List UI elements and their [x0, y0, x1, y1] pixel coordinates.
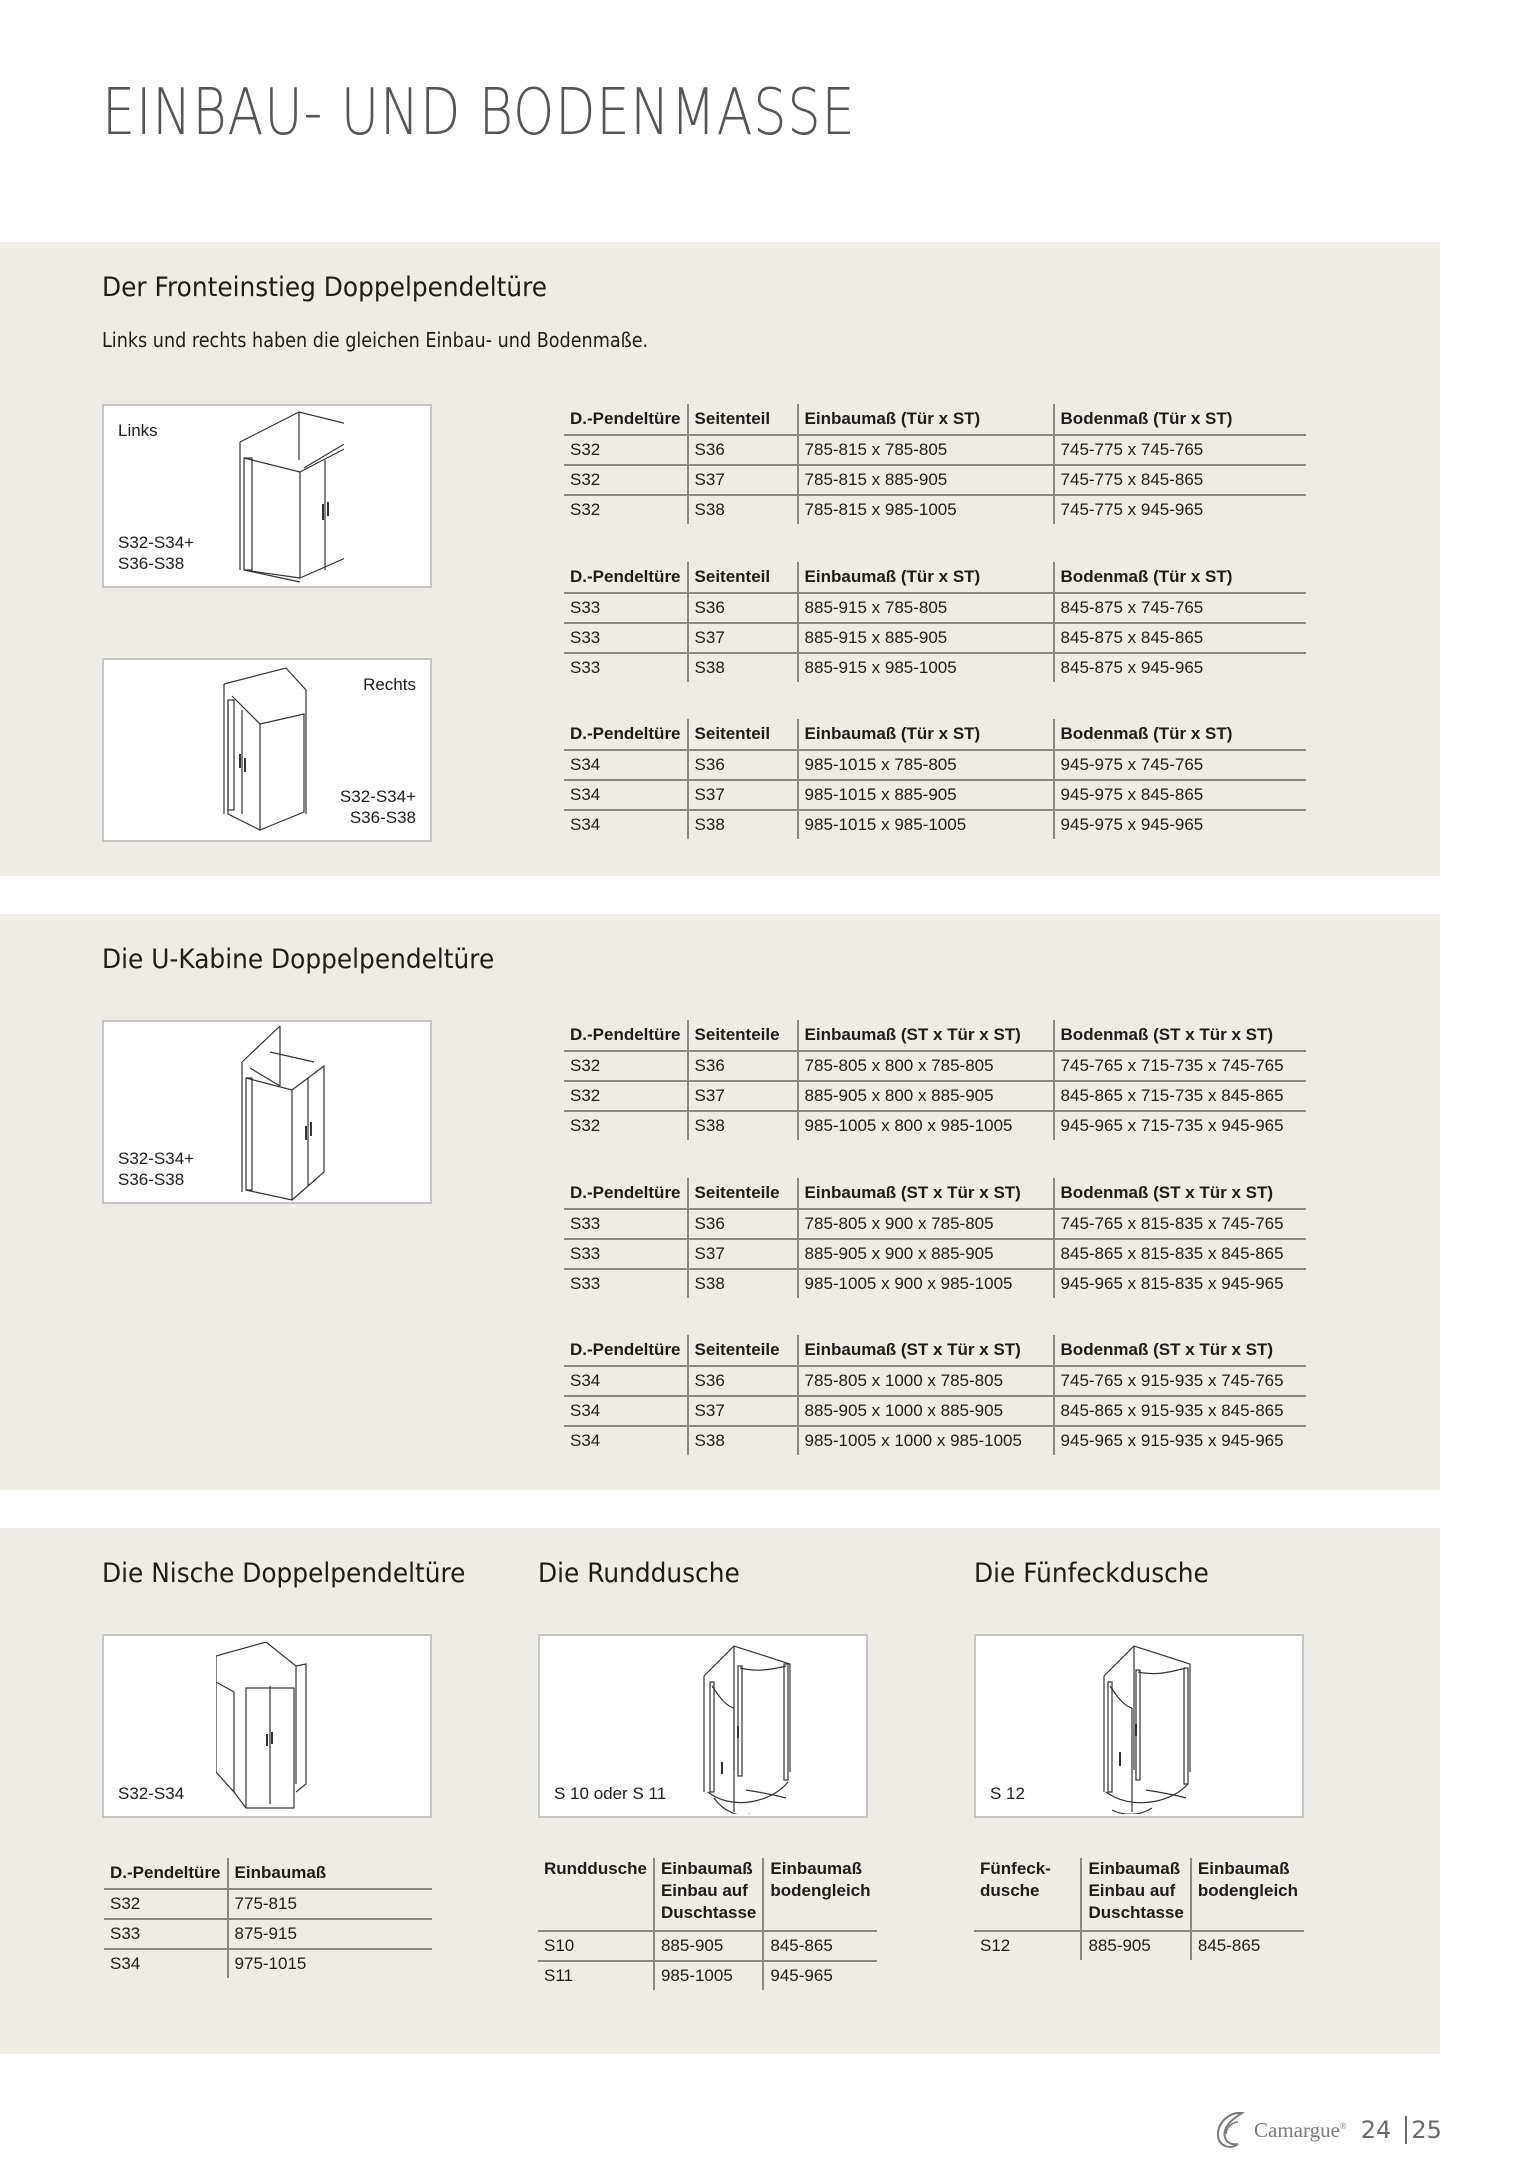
table-row: [564, 495, 1306, 524]
table-cell: S38: [688, 1111, 798, 1140]
table-cell: S32: [570, 500, 601, 519]
table-cell: 845-865 x 915-935 x 845-865: [1054, 1396, 1306, 1426]
column-header: Fünfeck-dusche: [974, 1858, 1081, 1931]
table-header-row: [974, 1858, 1304, 1931]
table-cell: 885-915 x 985-1005: [798, 653, 1054, 682]
table-cell: 775-815: [228, 1889, 432, 1919]
shower-corner-right-illustration: [216, 664, 326, 840]
figure-u-kabine: [102, 1020, 432, 1204]
table-cell: 785-805 x 800 x 785-805: [798, 1051, 1054, 1081]
table-header-row: [564, 404, 1306, 435]
column-header: Bodenmaß (ST x Tür x ST): [1054, 1178, 1306, 1209]
table-cell: S34: [564, 1396, 688, 1426]
figure-side-label: Rechts: [363, 675, 416, 694]
registered-mark: ®: [1339, 2120, 1347, 2131]
table-cell: 785-805 x 1000 x 785-805: [798, 1366, 1054, 1396]
table-cell: 945-975 x 845-865: [1054, 780, 1306, 810]
page-title: EINBAU- UND BODENMASSE: [102, 76, 856, 150]
table-cell: S33: [570, 1274, 601, 1293]
table-row: [564, 593, 1306, 623]
table-cell: 845-865 x 815-835 x 845-865: [1054, 1239, 1306, 1269]
table-cell: S33: [564, 1239, 688, 1269]
column-header: Einbaumaß (Tür x ST): [798, 719, 1054, 750]
table-header-row: [564, 1020, 1306, 1051]
table-header-row: [564, 1335, 1306, 1366]
table-cell: S37: [688, 1396, 798, 1426]
column-header: Einbaumaß bodengleich: [763, 1858, 876, 1931]
figure-rechts: [102, 658, 432, 842]
table-cell: S34: [564, 780, 688, 810]
section-subtitle: Links und rechts haben die gleichen Einbau- und Bodenmaße.: [102, 328, 649, 352]
table-cell: 985-1005 x 800 x 985-1005: [798, 1111, 1054, 1140]
table-cell: 985-1005 x 900 x 985-1005: [798, 1269, 1054, 1298]
column-header: Seitenteil: [688, 404, 798, 435]
table-header-row: [564, 1178, 1306, 1209]
table-cell: 745-775 x 845-865: [1054, 465, 1306, 495]
page-number-right: 25: [1411, 2116, 1442, 2144]
table-row: [564, 1269, 1306, 1298]
table-row: [104, 1919, 432, 1949]
table-cell: S34: [564, 750, 688, 780]
table-cell: S37: [688, 1081, 798, 1111]
table-cell: 985-1015 x 885-905: [798, 780, 1054, 810]
shower-niche-illustration: [216, 1642, 316, 1812]
column-header: D.-Pendeltüre: [564, 1335, 688, 1366]
table-cell: S38: [688, 495, 798, 524]
table-cell: S36: [688, 750, 798, 780]
section-u-kabine: [0, 914, 1440, 1490]
figure-models-label: S 12: [990, 1784, 1025, 1803]
table-cell: 885-905 x 1000 x 885-905: [798, 1396, 1054, 1426]
table-cell: S37: [688, 780, 798, 810]
column-header: Runddusche: [538, 1858, 654, 1931]
nische-table: [104, 1858, 432, 1978]
table-header-row: [104, 1858, 432, 1889]
column-header: Seitenteile: [688, 1178, 798, 1209]
column-header: Bodenmaß (Tür x ST): [1054, 404, 1306, 435]
table-header-row: [538, 1858, 877, 1931]
table-row: [564, 1051, 1306, 1081]
runddusche-table: [538, 1858, 877, 1990]
column-header: Einbaumaß Einbau auf Duschtasse: [1081, 1858, 1190, 1931]
section-title-runddusche: Die Runddusche: [538, 1558, 740, 1589]
shower-round-illustration: [700, 1642, 800, 1814]
table-cell: 885-905 x 900 x 885-905: [798, 1239, 1054, 1269]
table-cell: 745-765 x 815-835 x 745-765: [1054, 1209, 1306, 1239]
column-header: Bodenmaß (ST x Tür x ST): [1054, 1020, 1306, 1051]
shower-pentagon-illustration: [1100, 1642, 1200, 1814]
table-row: [564, 1426, 1306, 1455]
ukabine-table-s33: [564, 1178, 1306, 1298]
table-cell: 945-965 x 815-835 x 945-965: [1054, 1269, 1306, 1298]
table-cell: 945-965 x 715-735 x 945-965: [1054, 1111, 1306, 1140]
table-cell: 885-905: [654, 1931, 763, 1961]
table-row: [564, 1111, 1306, 1140]
column-header: Seitenteile: [688, 1335, 798, 1366]
table-row: [564, 1081, 1306, 1111]
table-cell: S33: [570, 658, 601, 677]
table-cell: 845-875 x 745-765: [1054, 593, 1306, 623]
footer: [1214, 2110, 1442, 2150]
table-row: [564, 653, 1306, 682]
table-header-row: [564, 719, 1306, 750]
column-header: D.-Pendeltüre: [564, 1178, 688, 1209]
table-cell: S33: [104, 1919, 228, 1949]
column-header: D.-Pendeltüre: [564, 404, 688, 435]
column-header: Einbaumaß (Tür x ST): [798, 404, 1054, 435]
table-cell: 845-875 x 845-865: [1054, 623, 1306, 653]
table-row: [564, 810, 1306, 839]
fronteinstieg-table-s34: [564, 719, 1306, 839]
table-row: [564, 780, 1306, 810]
table-cell: 785-805 x 900 x 785-805: [798, 1209, 1054, 1239]
table-cell: S11: [544, 1966, 573, 1985]
page-number-left: 24: [1360, 2116, 1392, 2144]
table-cell: 745-775 x 945-965: [1054, 495, 1306, 524]
table-row: [564, 1209, 1306, 1239]
fuenfeck-table: [974, 1858, 1304, 1960]
table-cell: S38: [688, 810, 798, 839]
section-fronteinstieg: [0, 242, 1440, 876]
table-cell: 845-865: [1191, 1931, 1304, 1960]
table-cell: 985-1005: [654, 1961, 763, 1990]
column-header: Einbaumaß bodengleich: [1191, 1858, 1304, 1931]
table-row: [564, 1239, 1306, 1269]
brand-text: Camargue: [1254, 2117, 1340, 2142]
section-title: Die U-Kabine Doppelpendeltüre: [102, 944, 495, 975]
table-cell: 975-1015: [228, 1949, 432, 1978]
section-bottom: [0, 1528, 1440, 2054]
table-cell: S34: [564, 1366, 688, 1396]
table-cell: 845-875 x 945-965: [1054, 653, 1306, 682]
section-title-nische: Die Nische Doppelpendeltüre: [102, 1558, 466, 1589]
column-header: Einbaumaß (ST x Tür x ST): [798, 1020, 1054, 1051]
column-header: D.-Pendeltüre: [564, 1020, 688, 1051]
page-separator: [1405, 2116, 1407, 2144]
table-row: [564, 1396, 1306, 1426]
table-cell: 985-1015 x 785-805: [798, 750, 1054, 780]
table-cell: S32: [570, 1116, 601, 1135]
column-header: Bodenmaß (ST x Tür x ST): [1054, 1335, 1306, 1366]
table-cell: 745-775 x 745-765: [1054, 435, 1306, 465]
table-cell: S32: [564, 465, 688, 495]
table-cell: 985-1005 x 1000 x 985-1005: [798, 1426, 1054, 1455]
column-header: Einbaumaß Einbau auf Duschtasse: [654, 1858, 763, 1931]
table-cell: S33: [564, 593, 688, 623]
figure-models-label: S32-S34+: [118, 533, 195, 552]
table-cell: S38: [688, 1426, 798, 1455]
figure-nische: [102, 1634, 432, 1818]
table-row: [564, 750, 1306, 780]
figure-models-label: S36-S38: [118, 1170, 185, 1189]
table-cell: S37: [688, 623, 798, 653]
figure-models-label: S36-S38: [118, 554, 185, 573]
table-row: [564, 465, 1306, 495]
table-cell: S36: [688, 1209, 798, 1239]
fronteinstieg-table-s33: [564, 562, 1306, 682]
figure-fuenfeck: [974, 1634, 1304, 1818]
table-row: [538, 1931, 877, 1961]
table-cell: 945-975 x 745-765: [1054, 750, 1306, 780]
figure-side-label: Links: [118, 421, 158, 440]
table-cell: S36: [688, 435, 798, 465]
table-cell: 875-915: [228, 1919, 432, 1949]
table-cell: S34: [570, 815, 601, 834]
table-cell: S37: [688, 465, 798, 495]
table-row: [104, 1949, 432, 1978]
figure-models-label: S36-S38: [349, 808, 416, 827]
table-cell: S32: [564, 1051, 688, 1081]
table-cell: S36: [688, 593, 798, 623]
column-header: Seitenteil: [688, 562, 798, 593]
section-title: Der Fronteinstieg Doppelpendeltüre: [102, 272, 548, 303]
table-cell: 845-865 x 715-735 x 845-865: [1054, 1081, 1306, 1111]
ukabine-table-s32: [564, 1020, 1306, 1140]
table-cell: 885-905: [1081, 1931, 1190, 1960]
table-cell: S32: [564, 435, 688, 465]
figure-models-label: S32-S34: [118, 1784, 185, 1803]
figure-links: [102, 404, 432, 588]
column-header: Einbaumaß (ST x Tür x ST): [798, 1335, 1054, 1366]
table-cell: 885-915 x 785-805: [798, 593, 1054, 623]
section-title-fuenfeck: Die Fünfeckdusche: [974, 1558, 1209, 1589]
column-header: D.-Pendeltüre: [104, 1858, 228, 1889]
table-row: [564, 1366, 1306, 1396]
table-cell: 745-765 x 915-935 x 745-765: [1054, 1366, 1306, 1396]
fronteinstieg-table-s32: [564, 404, 1306, 524]
table-row: [538, 1961, 877, 1990]
table-cell: 985-1015 x 985-1005: [798, 810, 1054, 839]
table-cell: S38: [688, 1269, 798, 1298]
table-cell: S12: [980, 1936, 1011, 1955]
table-row: [104, 1889, 432, 1919]
table-cell: S10: [538, 1931, 654, 1961]
table-cell: 785-815 x 985-1005: [798, 495, 1054, 524]
table-cell: S34: [110, 1954, 141, 1973]
table-cell: S38: [688, 653, 798, 682]
figure-models-label: S32-S34+: [339, 787, 416, 806]
column-header: D.-Pendeltüre: [564, 719, 688, 750]
table-cell: 945-975 x 945-965: [1054, 810, 1306, 839]
table-cell: S33: [564, 623, 688, 653]
table-cell: 885-905 x 800 x 885-905: [798, 1081, 1054, 1111]
table-row: [974, 1931, 1304, 1960]
ukabine-table-s34: [564, 1335, 1306, 1455]
figure-runddusche: [538, 1634, 868, 1818]
brand-name: [1254, 2118, 1347, 2143]
table-cell: 745-765 x 715-735 x 745-765: [1054, 1051, 1306, 1081]
table-cell: 785-815 x 885-905: [798, 465, 1054, 495]
shower-u-cabin-illustration: [224, 1022, 334, 1204]
table-header-row: [564, 562, 1306, 593]
table-cell: S32: [104, 1889, 228, 1919]
column-header: Seitenteile: [688, 1020, 798, 1051]
column-header: Einbaumaß: [228, 1858, 432, 1889]
column-header: Seitenteil: [688, 719, 798, 750]
table-cell: 945-965 x 915-935 x 945-965: [1054, 1426, 1306, 1455]
table-cell: S34: [570, 1431, 601, 1450]
figure-models-label: S 10 oder S 11: [554, 1784, 667, 1803]
column-header: Einbaumaß (Tür x ST): [798, 562, 1054, 593]
table-row: [564, 623, 1306, 653]
table-cell: 845-865: [763, 1931, 876, 1961]
table-cell: S36: [688, 1366, 798, 1396]
table-cell: 885-915 x 885-905: [798, 623, 1054, 653]
column-header: D.-Pendeltüre: [564, 562, 688, 593]
table-cell: S32: [564, 1081, 688, 1111]
table-cell: 945-965: [763, 1961, 876, 1990]
column-header: Einbaumaß (ST x Tür x ST): [798, 1178, 1054, 1209]
figure-models-label: S32-S34+: [118, 1149, 195, 1168]
table-row: [564, 435, 1306, 465]
column-header: Bodenmaß (Tür x ST): [1054, 719, 1306, 750]
table-cell: 785-815 x 785-805: [798, 435, 1054, 465]
camargue-logo-icon: [1214, 2110, 1248, 2150]
shower-corner-left-illustration: [224, 410, 344, 586]
table-cell: S36: [688, 1051, 798, 1081]
table-cell: S37: [688, 1239, 798, 1269]
table-cell: S33: [564, 1209, 688, 1239]
column-header: Bodenmaß (Tür x ST): [1054, 562, 1306, 593]
